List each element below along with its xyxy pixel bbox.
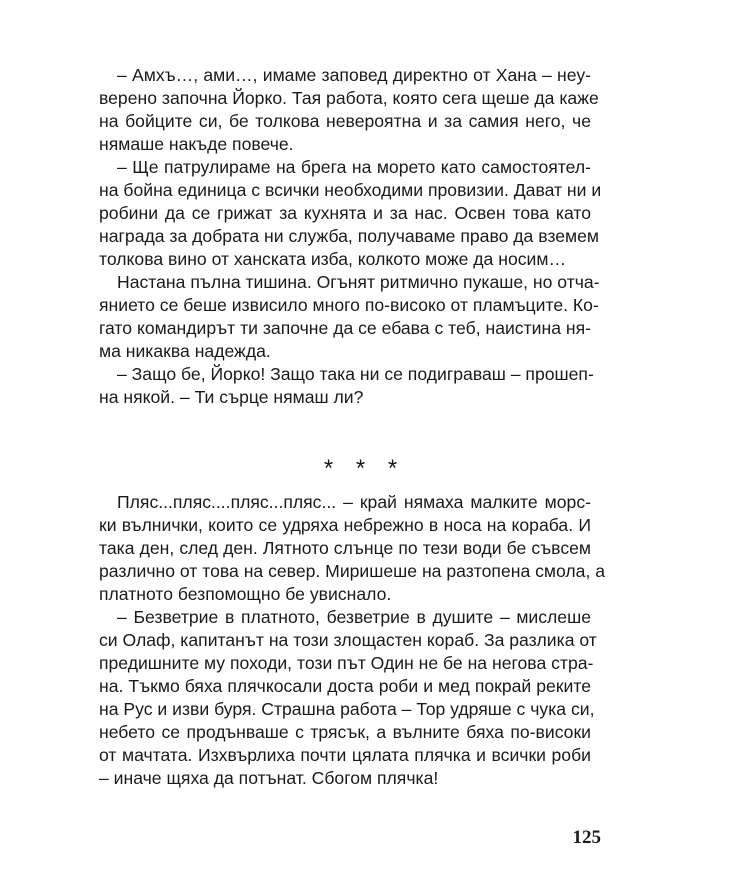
text-line: верено започна Йорко. Тая работа, която сега щеше да каже	[99, 88, 599, 108]
text-line: си Олаф, капитанът на този злощастен кораб. За разлика от	[99, 630, 597, 650]
text-line: – Ще патрулираме на брега на морето като самостоятел-	[117, 157, 591, 177]
text-line: на. Тъкмо бяха плячкосали доста роби и мед покрай реките	[99, 676, 591, 696]
text-line: Настана пълна тишина. Огънят ритмично пукаше, но отча-	[117, 272, 600, 292]
text-line: предишните му походи, този път Один не бе на негова стра-	[99, 653, 594, 673]
text-line: на някой. – Ти сърце нямаш ли?	[99, 387, 364, 407]
text-line: на бойна единица с всички необходими провизии. Дават ни и	[99, 180, 602, 200]
text-line: Пляс...пляс....пляс...пляс... – край нямаха малките морс-	[117, 492, 591, 512]
text-line: – иначе щяха да потънат. Сбогом плячка!	[99, 768, 439, 788]
text-line: награда за добрата ни служба, получаваме право да вземем	[99, 226, 599, 246]
scene-divider: * * *	[323, 455, 406, 482]
text-line: на Рус и изви буря. Страшна работа – Тор удряше с чука си,	[99, 699, 595, 719]
text-line: янието се беше извисило много по-високо от пламъците. Ко-	[99, 295, 599, 315]
text-line: от мачтата. Изхвърлиха почти цялата плячка и всички роби	[99, 745, 591, 765]
text-line: – Безветрие в платното, безветрие в душите – мислеше	[117, 607, 591, 627]
text-line: на бойците си, бе толкова невероятна и за самия него, че	[99, 111, 591, 131]
text-line: толкова вино от ханската изба, колкото може да носим…	[99, 249, 567, 269]
text-line: ки вълнички, които се удряха небрежно в носа на кораба. И	[99, 515, 591, 535]
text-line: ма никаква надежда.	[99, 341, 271, 361]
page-number: 125	[572, 827, 601, 848]
text-line: гато командирът ти започне да се ебава с теб, наистина ня-	[99, 318, 591, 338]
text-line: – Амхъ…, ами…, имаме заповед директно от Хана – неу-	[117, 65, 591, 85]
text-line: робини да се грижат за кухнята и за нас. Освен това като	[99, 203, 591, 223]
text-line: така ден, след ден. Лятното слънце по тези води бе съвсем	[99, 538, 591, 558]
text-line: небето се продънваше с трясък, а вълните бяха по-високи	[99, 722, 591, 742]
text-line: нямаше накъде повече.	[99, 134, 294, 154]
text-line: – Защо бе, Йорко! Защо така ни се подиграваш – прошеп-	[117, 364, 594, 384]
text-line: различно от това на север. Миришеше на разтопена смола, а	[99, 561, 606, 581]
text-line: платното безпомощно бе увиснало.	[99, 584, 392, 604]
